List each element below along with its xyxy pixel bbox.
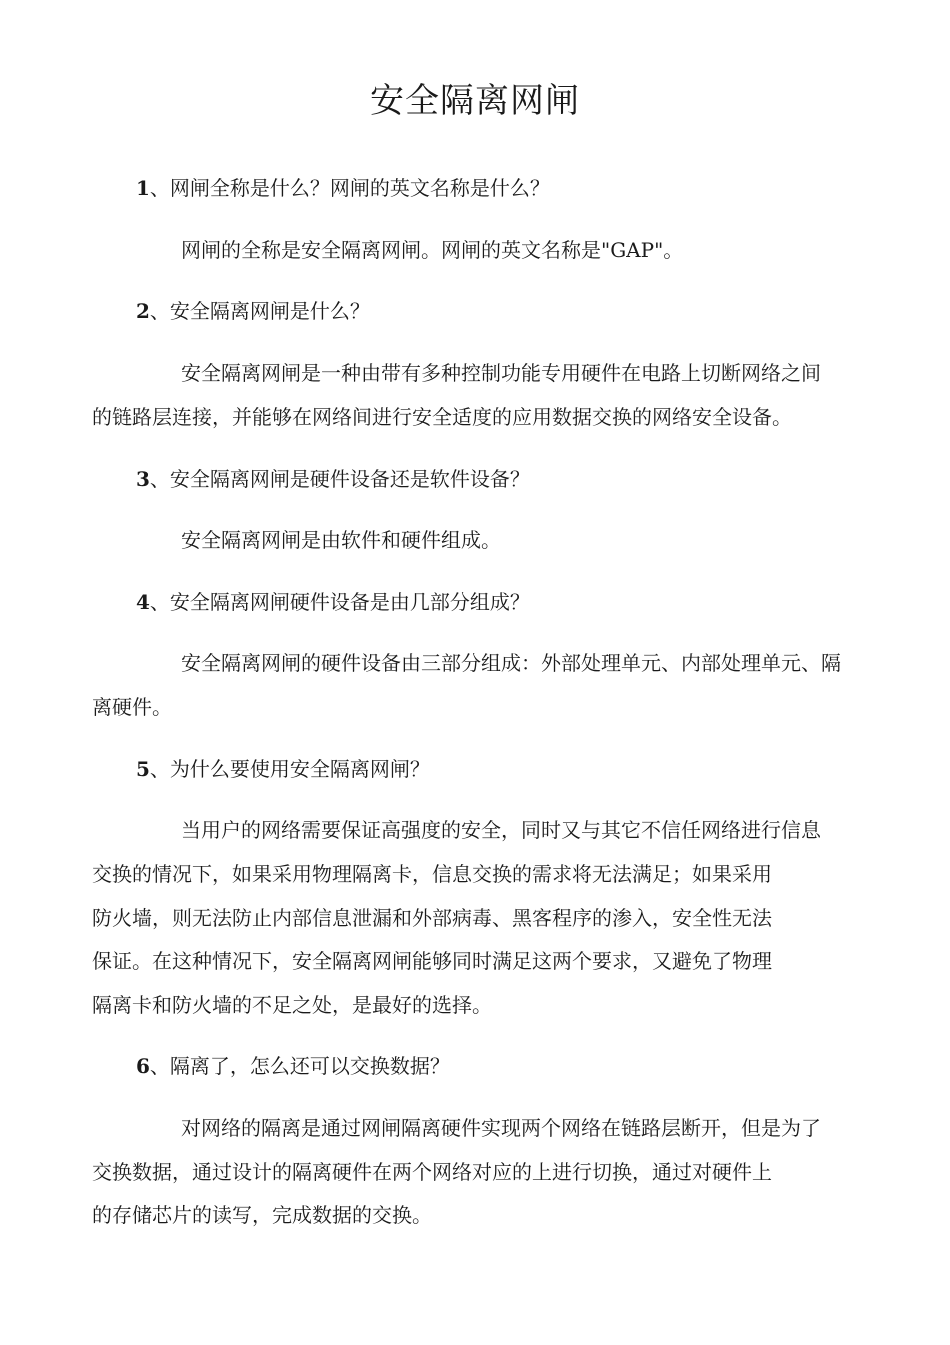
answer-6-line-3: 的存储芯片的读写，完成数据的交换。 — [92, 1203, 432, 1227]
answer-5-line-5: 隔离卡和防火墙的不足之处，是最好的选择。 — [92, 993, 492, 1017]
question-text: 、安全隔离网闸硬件设备是由几部分组成？ — [149, 590, 530, 614]
answer-2-line-2: 的链路层连接，并能够在网络间进行安全适度的应用数据交换的网络安全设备。 — [92, 405, 792, 429]
question-number: 1 — [136, 176, 150, 200]
question-number: 5 — [136, 757, 150, 781]
answer-6-line-2: 交换数据，通过设计的隔离硬件在两个网络对应的上进行切换，通过对硬件上 — [92, 1160, 772, 1184]
question-number: 6 — [136, 1054, 150, 1078]
question-number: 3 — [136, 467, 150, 491]
answer-5-line-1: 当用户的网络需要保证高强度的安全，同时又与其它不信任网络进行信息 — [181, 818, 821, 842]
question-number: 2 — [136, 299, 150, 323]
answer-6-line-1: 对网络的隔离是通过网闸隔离硬件实现两个网络在链路层断开，但是为了 — [181, 1116, 821, 1140]
question-text: 、为什么要使用安全隔离网闸？ — [149, 757, 430, 781]
question-text: 、安全隔离网闸是什么？ — [149, 299, 370, 323]
question-2 — [136, 296, 370, 326]
question-text: 、安全隔离网闸是硬件设备还是软件设备？ — [149, 467, 530, 491]
question-text: 、网闸全称是什么？网闸的英文名称是什么？ — [149, 176, 550, 200]
answer-3-line-1: 安全隔离网闸是由软件和硬件组成。 — [181, 528, 501, 552]
question-5 — [136, 754, 430, 784]
answer-4-line-2: 离硬件。 — [92, 695, 172, 719]
question-4 — [136, 587, 530, 617]
answer-4-line-1: 安全隔离网闸的硬件设备由三部分组成：外部处理单元、内部处理单元、隔 — [181, 651, 841, 675]
answer-5-line-3: 防火墙，则无法防止内部信息泄漏和外部病毒、黑客程序的渗入，安全性无法 — [92, 906, 772, 930]
question-1 — [136, 173, 550, 203]
question-3 — [136, 464, 530, 494]
answer-5-line-2: 交换的情况下，如果采用物理隔离卡，信息交换的需求将无法满足；如果采用 — [92, 862, 772, 886]
question-text: 、隔离了，怎么还可以交换数据？ — [149, 1054, 450, 1078]
answer-1-line-1: 网闸的全称是安全隔离网闸。网闸的英文名称是"GAP"。 — [181, 238, 684, 262]
question-number: 4 — [136, 590, 150, 614]
answer-5-line-4: 保证。在这种情况下，安全隔离网闸能够同时满足这两个要求，又避免了物理 — [92, 949, 772, 973]
answer-2-line-1: 安全隔离网闸是一种由带有多种控制功能专用硬件在电路上切断网络之间 — [181, 361, 821, 385]
question-6 — [136, 1051, 450, 1081]
document-title: 安全隔离网闸 — [370, 81, 580, 121]
